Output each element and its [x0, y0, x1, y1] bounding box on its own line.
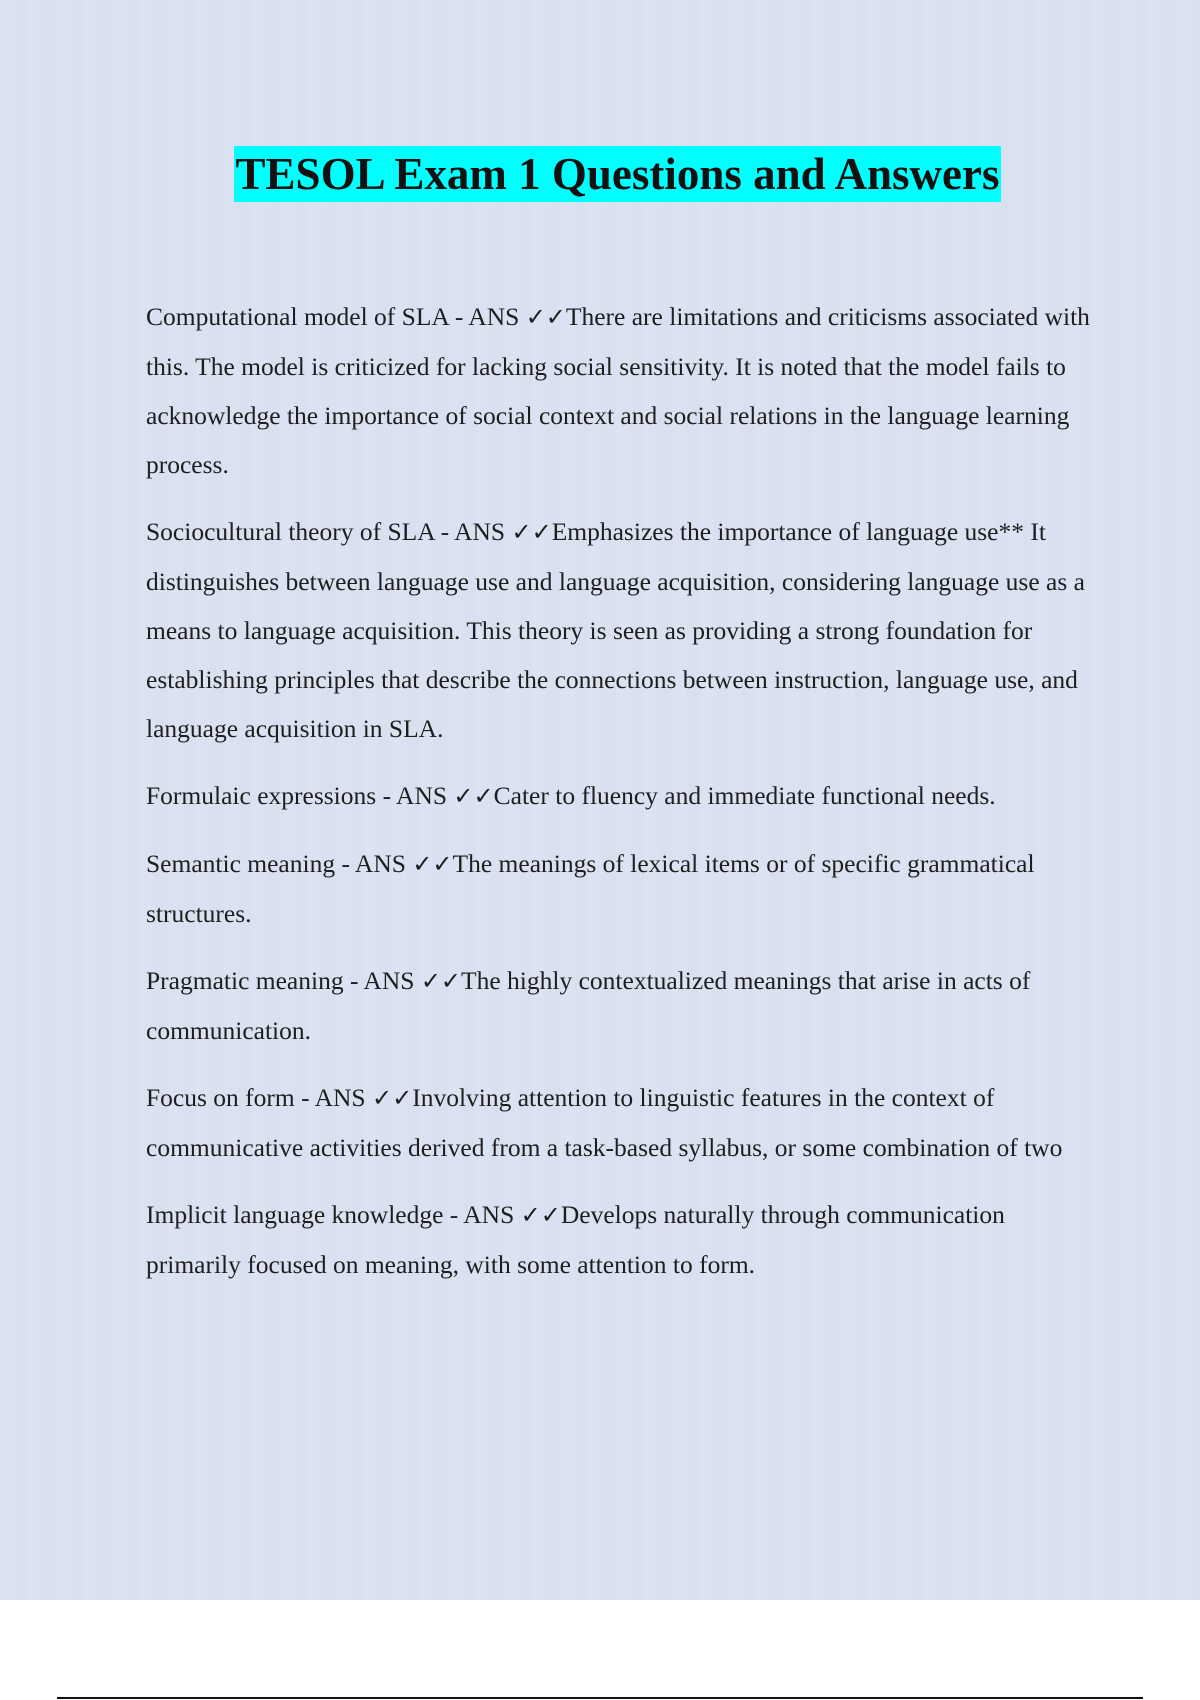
qa-entry — [146, 956, 1096, 1055]
qa-entry — [146, 1190, 1096, 1289]
entry-term: Sociocultural theory of SLA — [146, 517, 435, 546]
entry-term: Pragmatic meaning — [146, 966, 344, 995]
qa-entry — [146, 507, 1096, 753]
double-check-icon: ✓✓ — [525, 303, 566, 331]
footer-divider — [57, 1697, 1143, 1699]
qa-entry — [146, 771, 1096, 821]
double-check-icon: ✓✓ — [453, 782, 494, 810]
qa-entry — [146, 1073, 1096, 1172]
answer-separator: - ANS — [294, 1083, 372, 1112]
entry-definition: Emphasizes the importance of language use** It distinguishes between language use and language acquisition, considering language use as a means to language acquisition. This theory is seen as providing a strong foundation for establishing principles that describe the connections between instruction, language use, and language acquisition in SLA. — [146, 517, 1085, 743]
qa-entry — [146, 292, 1096, 489]
answer-separator: - ANS — [335, 849, 413, 878]
entry-definition: The highly contextualized meanings that arise in acts of communication. — [146, 966, 1031, 1045]
entry-definition: Develops naturally through communication primarily focused on meaning, with some attention to form. — [146, 1200, 1005, 1279]
answer-separator: - ANS — [448, 302, 526, 331]
document-title: TESOL Exam 1 Questions and Answers — [234, 146, 1002, 202]
entry-definition: Cater to fluency and immediate functional needs. — [493, 781, 996, 810]
entry-definition: Involving attention to linguistic features in the context of communicative activities derived from a task-based syllabus, or some combination of two — [146, 1083, 1063, 1162]
qa-entry — [146, 839, 1096, 938]
entry-term: Formulaic expressions — [146, 781, 377, 810]
entry-term: Semantic meaning — [146, 849, 336, 878]
double-check-icon: ✓✓ — [420, 967, 462, 995]
entry-term: Computational model of SLA — [146, 302, 449, 331]
answer-separator: - ANS — [434, 517, 512, 546]
double-check-icon: ✓✓ — [412, 850, 453, 878]
entry-definition: The meanings of lexical items or of specific grammatical structures. — [146, 849, 1035, 928]
entry-term: Focus on form — [146, 1083, 295, 1112]
qa-list — [146, 292, 1096, 1307]
answer-separator: - ANS — [443, 1200, 521, 1229]
double-check-icon: ✓✓ — [371, 1084, 413, 1112]
entry-definition: There are limitations and criticisms associated with this. The model is criticized for lacking social sensitivity. It is noted that the model fails to acknowledge the importance of social context and social relations in the language learning process. — [146, 302, 1090, 479]
answer-separator: - ANS — [343, 966, 421, 995]
double-check-icon: ✓✓ — [511, 518, 552, 546]
double-check-icon: ✓✓ — [520, 1201, 561, 1229]
answer-separator: - ANS — [376, 781, 454, 810]
title-wrapper — [0, 146, 1200, 202]
entry-term: Implicit language knowledge — [146, 1200, 444, 1229]
